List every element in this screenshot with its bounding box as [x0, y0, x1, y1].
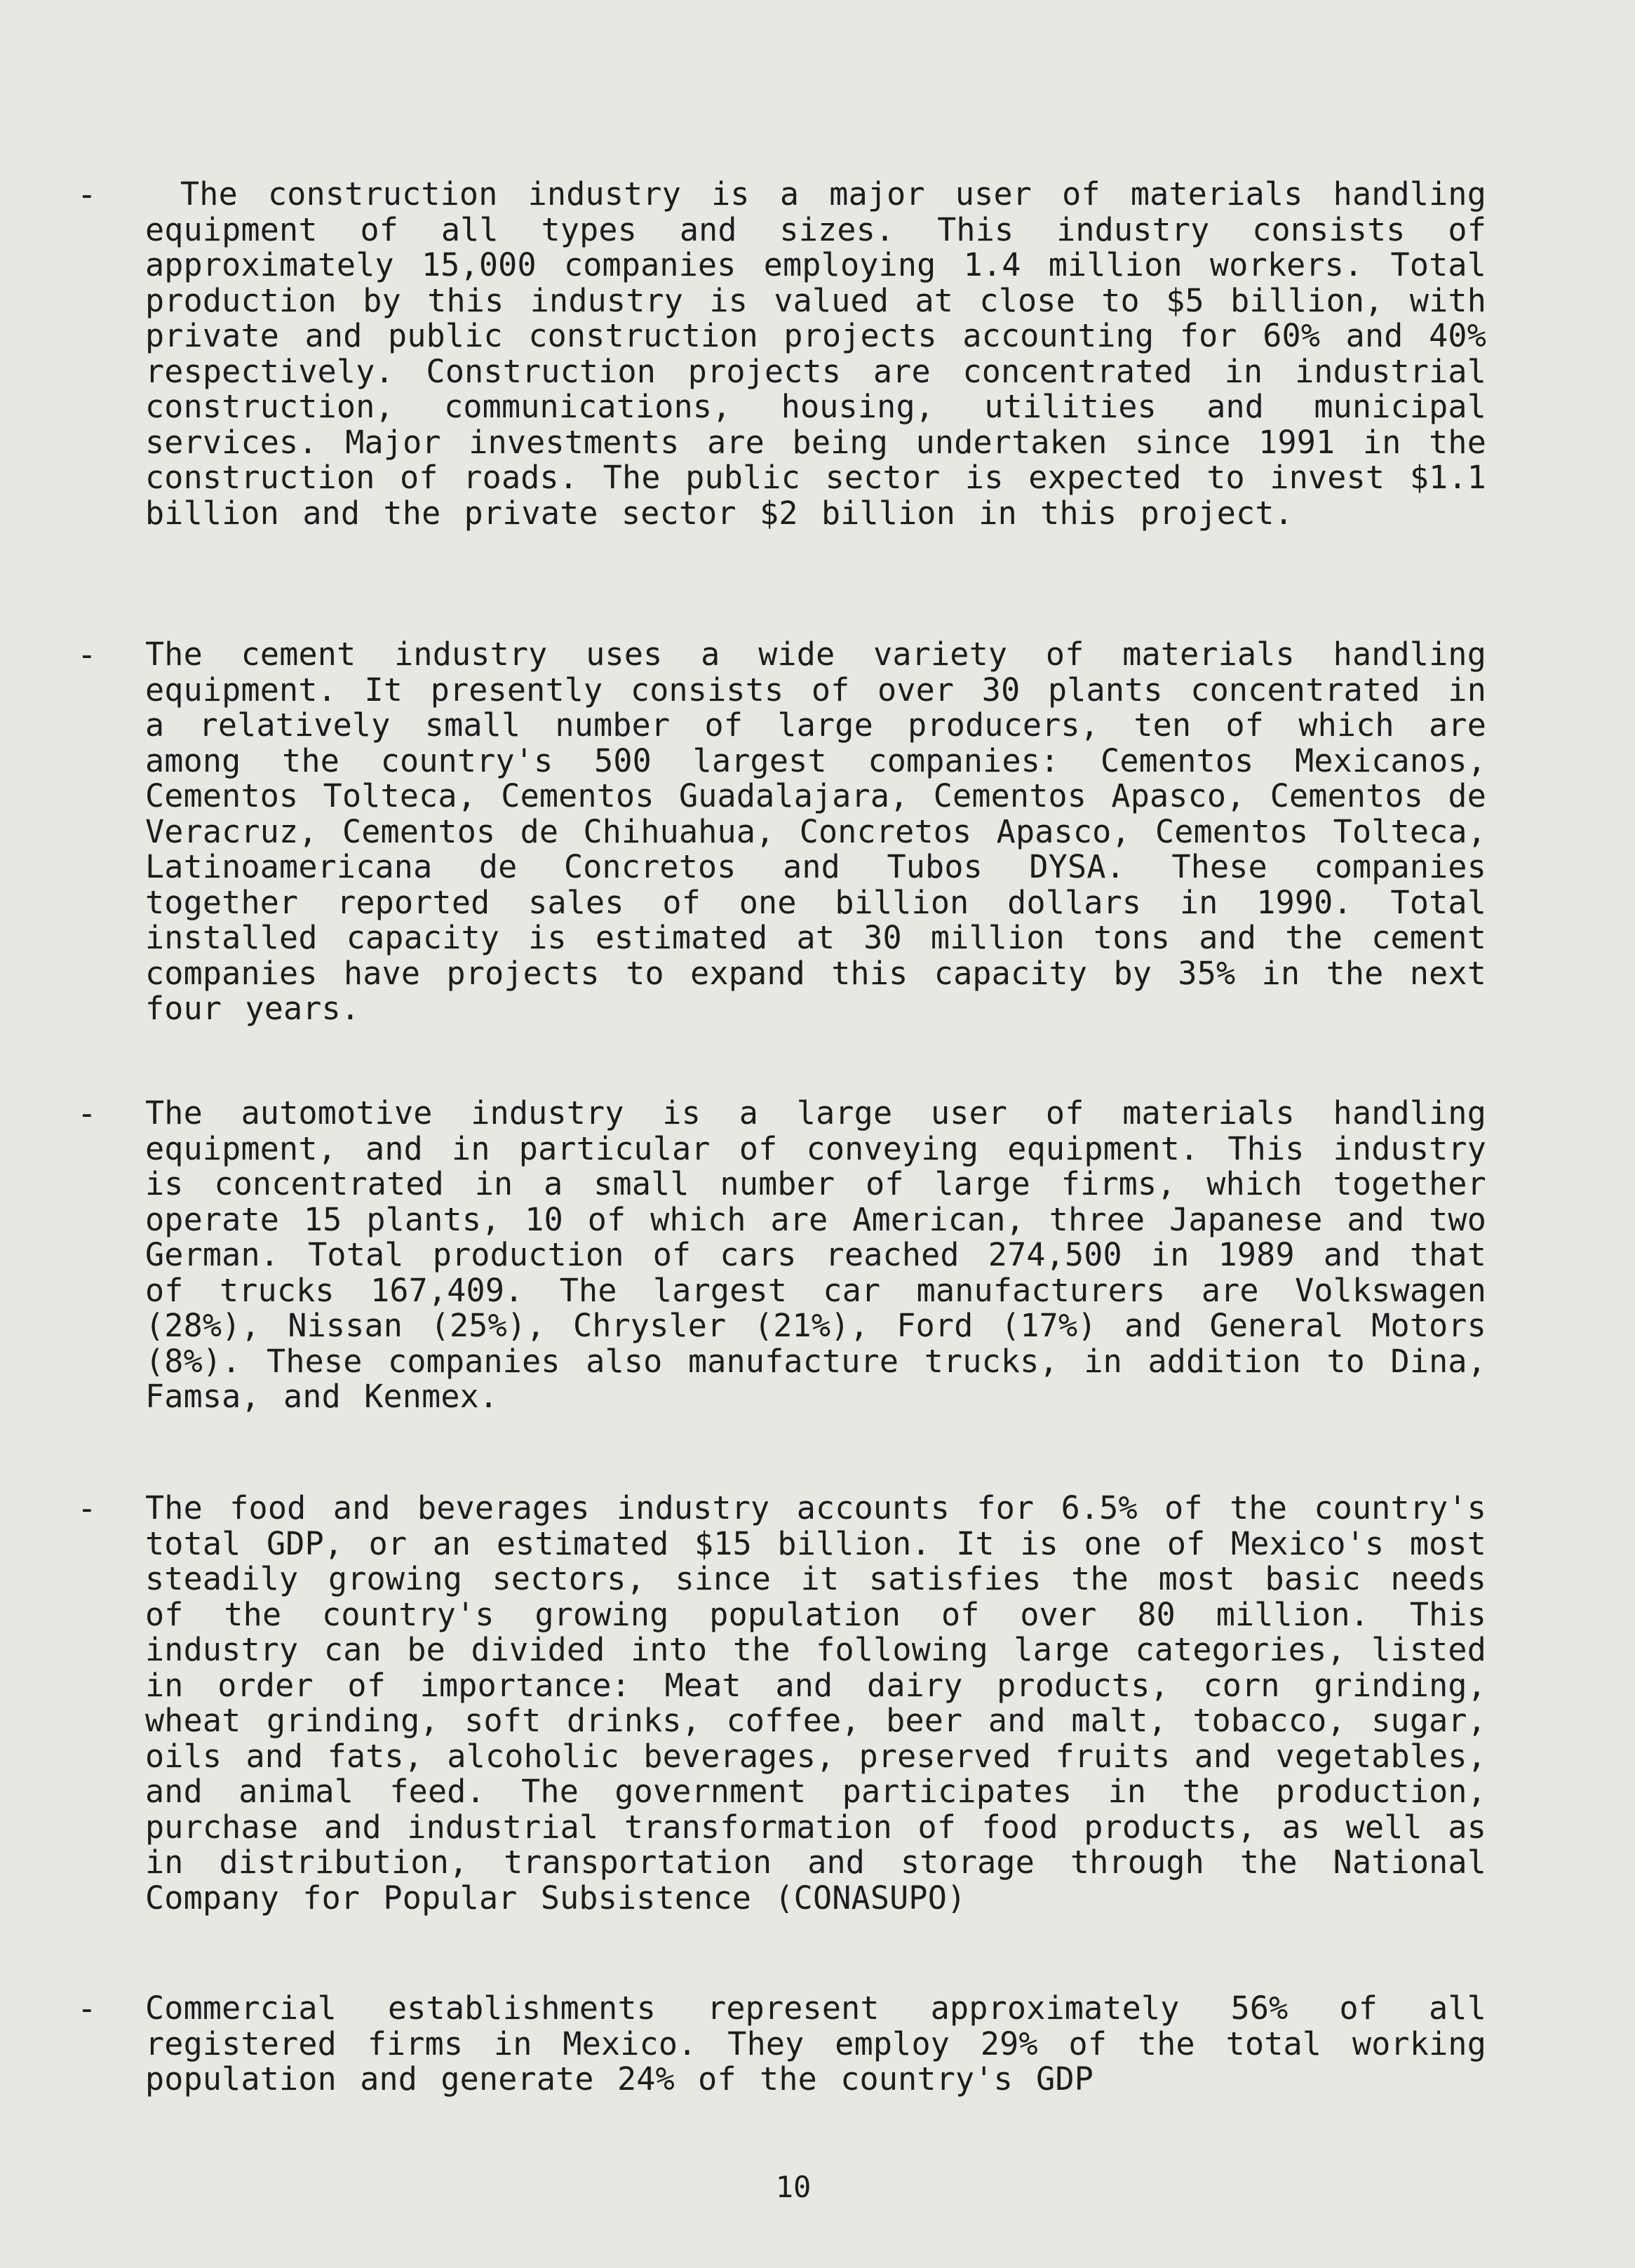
paragraph-text: Commercial establishments represent approximately 56% of all registered firms in Mexico. They employ 29% of the total working population and generate 24% of the country's GDP — [145, 1989, 1486, 2098]
paragraph-text: The food and beverages industry accounts for 6.5% of the country's total GDP, or an estimated $15 billion. It is one of Mexico's most steadily growing sectors, since it satisfies the most basic needs of the country's growing population of over 80 million. This industry can be divided into the following large categories, listed in order of importance: Meat and dairy products, corn grinding, wheat grinding, soft drinks, coffee, beer and malt, tobacco, sugar, oils and fats, alcoholic beverages, preserved fruits and vegetables, and animal feed. The government participates in the production, purchase and industrial transformation of food products, as well as in distribution, transportation and storage through the National Company for Popular Subsistence (CONASUPO) — [145, 1489, 1486, 1917]
bullet-dash: - — [77, 175, 97, 213]
bullet-dash: - — [77, 1094, 97, 1132]
page-number: 10 — [775, 2170, 812, 2204]
bullet-dash: - — [77, 1489, 97, 1527]
paragraph-text: The automotive industry is a large user of materials handling equipment, and in particular of conveying equipment. This industry is concentrated in a small number of large firms, which together operate 15 plants, 10 of which are American, three Japanese and two German. Total production of cars reached 274,500 in 1989 and that of trucks 167,409. The largest car manufacturers are Volkswagen (28%), Nissan (25%), Chrysler (21%), Ford (17%) and General Motors (8%). These companies also manufacture trucks, in addition to Dina, Famsa, and Kenmex. — [145, 1094, 1486, 1415]
paragraph-text: The construction industry is a major user of materials handling equipment of all types and sizes. This industry consists of approximately 15,000 companies employing 1.4 million workers. Total production by this industry is valued at close to $5 billion, with private and public construction projects accounting for 60% and 40% respectively. Construction projects are concentrated in industrial construction, communications, housing, utilities and municipal services. Major investments are being undertaken since 1991 in the construction of roads. The public sector is expected to invest $1.1 billion and the private sector $2 billion in this project. — [145, 175, 1486, 532]
paragraph-text: The cement industry uses a wide variety of materials handling equipment. It presently consists of over 30 plants concentrated in a relatively small number of large producers, ten of which are among the country's 500 largest companies: Cementos Mexicanos, Cementos Tolteca, Cementos Guadalajara, Cementos Apasco, Cementos de Veracruz, Cementos de Chihuahua, Concretos Apasco, Cementos Tolteca, Latinoamericana de Concretos and Tubos DYSA. These companies together reported sales of one billion dollars in 1990. Total installed capacity is estimated at 30 million tons and the cement companies have projects to expand this capacity by 35% in the next four years. — [145, 636, 1486, 1027]
bullet-dash: - — [77, 1989, 97, 2027]
bullet-dash: - — [77, 636, 97, 673]
